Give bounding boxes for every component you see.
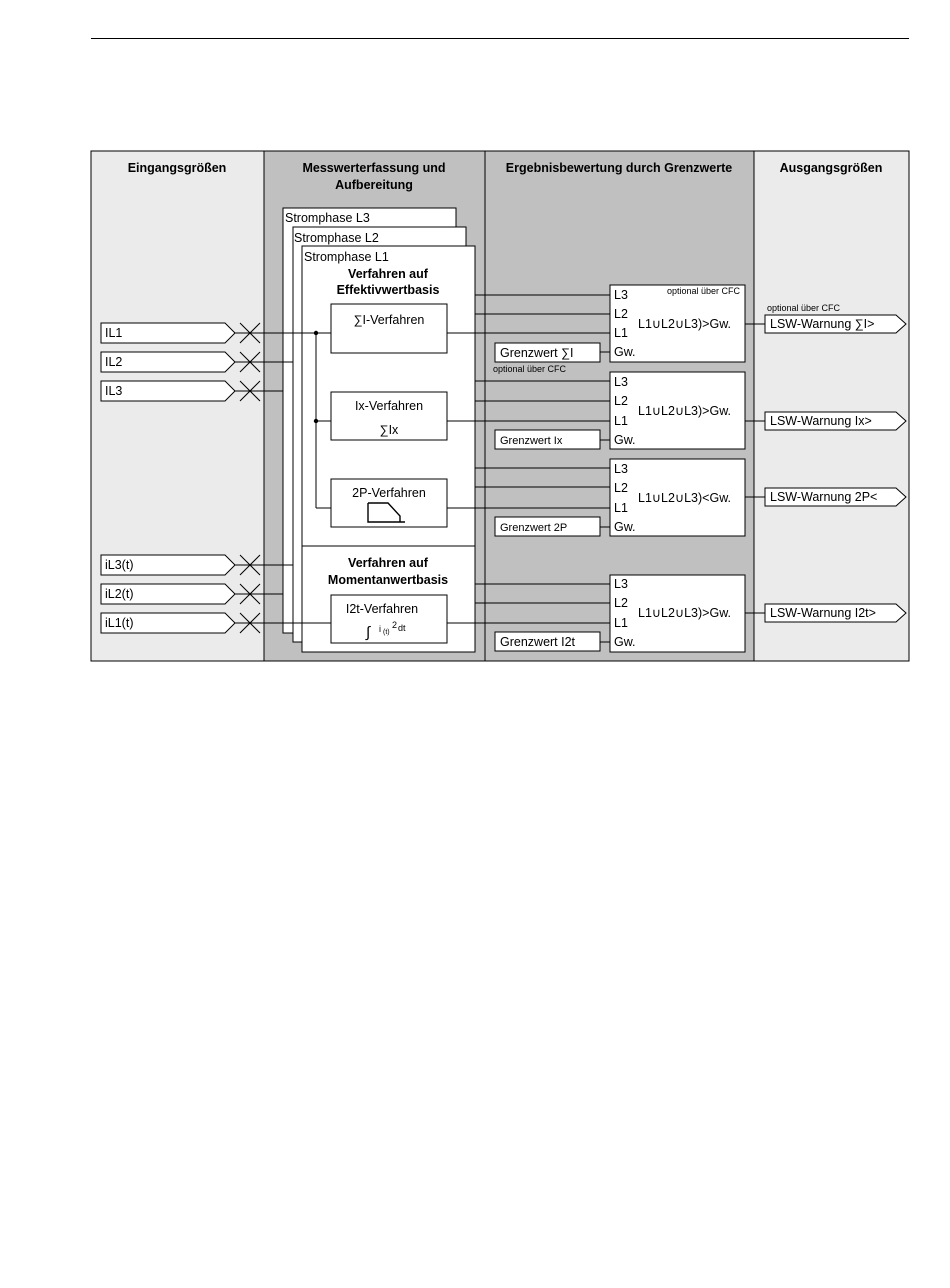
junction-dot xyxy=(314,331,318,335)
output-i2t xyxy=(765,604,906,622)
svg-text:L1: L1 xyxy=(614,414,628,428)
output-2p xyxy=(765,488,906,506)
svg-text:(t): (t) xyxy=(383,629,390,636)
svg-text:Gw.: Gw. xyxy=(614,520,636,534)
svg-text:L1: L1 xyxy=(614,326,628,340)
svg-text:L1∪L2∪L3)>Gw.: L1∪L2∪L3)>Gw. xyxy=(638,404,732,418)
svg-text:LSW-Warnung 2P<: LSW-Warnung 2P< xyxy=(770,490,878,504)
svg-text:L3: L3 xyxy=(614,288,628,302)
svg-text:Gw.: Gw. xyxy=(614,635,636,649)
svg-text:L1: L1 xyxy=(614,501,628,515)
svg-text:LSW-Warnung Ix>: LSW-Warnung Ix> xyxy=(770,414,872,428)
svg-text:IL2: IL2 xyxy=(105,355,123,369)
method-i2t-block xyxy=(331,595,447,643)
logic-block-i2t xyxy=(610,575,745,652)
svg-text:IL3: IL3 xyxy=(105,384,123,398)
optional-cfc-note: optional über CFC xyxy=(666,286,740,296)
svg-text:LSW-Warnung I2t>: LSW-Warnung I2t> xyxy=(770,606,876,620)
logic-block-sum-i xyxy=(610,285,745,362)
threshold-2p xyxy=(495,517,610,536)
logic-block-ix xyxy=(610,372,745,449)
svg-text:L3: L3 xyxy=(614,462,628,476)
header-inputs: Eingangsgrößen xyxy=(127,161,227,175)
inst-section-title-line1: Verfahren auf xyxy=(348,556,428,570)
input-il2 xyxy=(101,352,235,372)
svg-text:∑I-Verfahren: ∑I-Verfahren xyxy=(353,313,425,327)
header-processing-line1: Messwerterfassung und xyxy=(302,161,446,175)
input-il2t xyxy=(101,584,235,604)
phase-l3-label: Stromphase L3 xyxy=(285,211,370,225)
logic-block-2p xyxy=(610,459,745,536)
input-il3 xyxy=(101,381,235,401)
threshold-ix xyxy=(495,430,610,449)
svg-text:∑Ix: ∑Ix xyxy=(379,423,399,437)
svg-text:I2t-Verfahren: I2t-Verfahren xyxy=(345,602,419,616)
optional-cfc-note: optional über CFC xyxy=(493,364,567,374)
svg-text:Grenzwert I2t: Grenzwert I2t xyxy=(500,635,576,649)
svg-text:L1: L1 xyxy=(614,616,628,630)
header-outputs: Ausgangsgrößen xyxy=(779,161,883,175)
svg-text:Grenzwert 2P: Grenzwert 2P xyxy=(500,522,568,534)
svg-text:L3: L3 xyxy=(614,375,628,389)
svg-text:iL2(t): iL2(t) xyxy=(105,587,134,601)
rms-section-title-line1: Verfahren auf xyxy=(348,267,428,281)
header-processing-line2: Aufbereitung xyxy=(335,178,413,192)
svg-text:L1∪L2∪L3)>Gw.: L1∪L2∪L3)>Gw. xyxy=(638,606,732,620)
svg-text:iL3(t): iL3(t) xyxy=(105,558,134,572)
input-il1t xyxy=(101,613,235,633)
column-outputs-bg xyxy=(754,151,909,661)
svg-text:Grenzwert Ix: Grenzwert Ix xyxy=(500,435,563,447)
svg-text:L3: L3 xyxy=(614,577,628,591)
svg-text:Gw.: Gw. xyxy=(614,433,636,447)
inst-section-title-line2: Momentanwertbasis xyxy=(327,573,449,587)
svg-text:Gw.: Gw. xyxy=(614,345,636,359)
svg-text:L1∪L2∪L3)>Gw.: L1∪L2∪L3)>Gw. xyxy=(638,317,732,331)
method-sum-i-block xyxy=(331,304,447,353)
svg-text:Grenzwert ∑I: Grenzwert ∑I xyxy=(500,346,574,360)
svg-text:IL1: IL1 xyxy=(105,326,123,340)
output-sum-i xyxy=(765,315,906,333)
threshold-sum-i xyxy=(495,343,610,362)
svg-text:Ix-Verfahren: Ix-Verfahren xyxy=(354,399,424,413)
junction-dot xyxy=(314,419,318,423)
optional-cfc-note: optional über CFC xyxy=(767,303,841,313)
method-ix-block xyxy=(331,392,447,440)
output-ix xyxy=(765,412,906,430)
svg-text:i: i xyxy=(379,624,381,634)
svg-text:L2: L2 xyxy=(614,596,628,610)
input-il1 xyxy=(101,323,235,343)
svg-text:dt: dt xyxy=(398,623,406,633)
integral-sign: ∫ xyxy=(366,624,371,641)
svg-text:L2: L2 xyxy=(614,481,628,495)
phase-l1-label: Stromphase L1 xyxy=(304,250,389,264)
svg-text:L2: L2 xyxy=(614,394,628,408)
svg-text:LSW-Warnung ∑I>: LSW-Warnung ∑I> xyxy=(770,317,875,331)
svg-text:L1∪L2∪L3)<Gw.: L1∪L2∪L3)<Gw. xyxy=(638,491,732,505)
svg-text:L2: L2 xyxy=(614,307,628,321)
method-2p-block xyxy=(331,479,447,527)
phase-l2-label: Stromphase L2 xyxy=(294,231,379,245)
input-il3t xyxy=(101,555,235,575)
rms-section-title-line2: Effektivwertbasis xyxy=(336,283,440,297)
svg-text:2P-Verfahren: 2P-Verfahren xyxy=(352,486,426,500)
threshold-i2t xyxy=(495,632,610,651)
header-evaluation: Ergebnisbewertung durch Grenzwerte xyxy=(505,161,733,175)
svg-text:2: 2 xyxy=(392,620,398,630)
svg-text:iL1(t): iL1(t) xyxy=(105,616,134,630)
